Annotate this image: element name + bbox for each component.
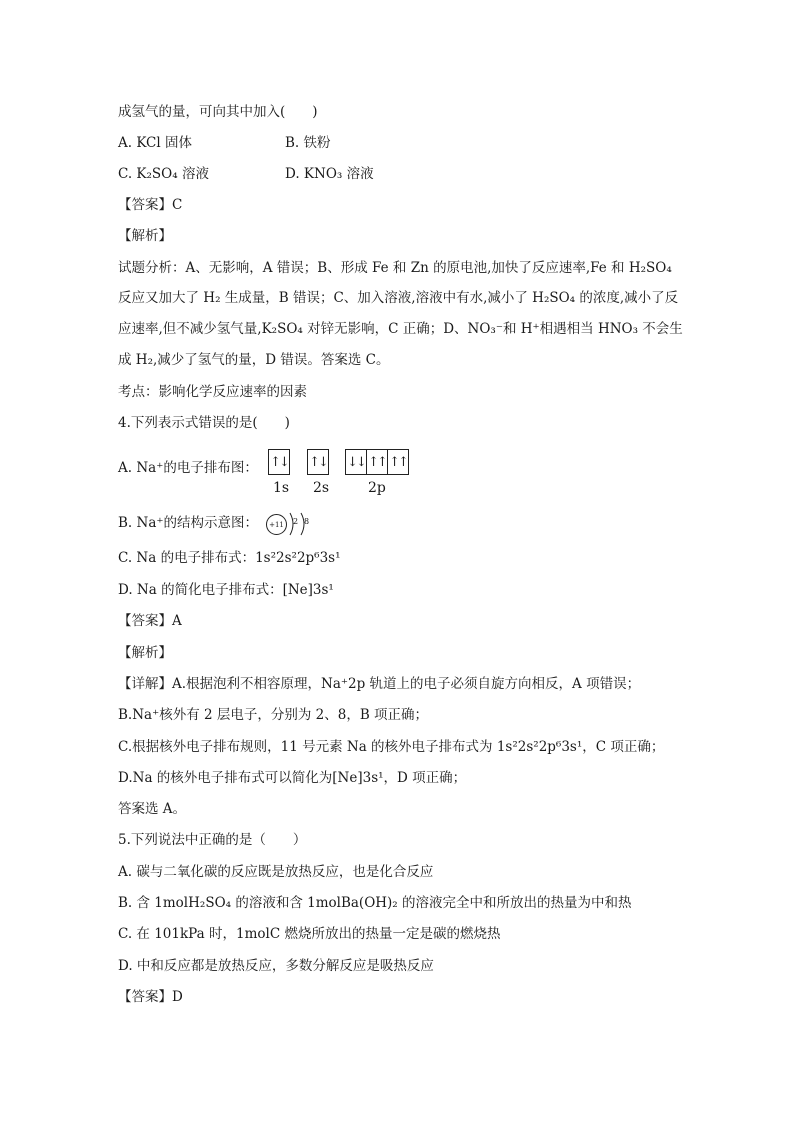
q5-stem: 5.下列说法中正确的是（ ） — [118, 832, 307, 848]
q4-detail-line: 答案选 A。 — [118, 801, 187, 817]
q3-point: 考点：影响化学反应速率的因素 — [118, 384, 307, 400]
q5-option-b: B. 含 1molH₂SO₄ 的溶液和含 1molBa(OH)₂ 的溶液完全中和所放出的热量为中和热 — [118, 895, 632, 911]
orbital-label: 2s — [313, 480, 330, 496]
nucleus-circle: +11 — [266, 514, 287, 535]
electron-shells-diagram — [286, 511, 316, 537]
q4-option-d: D. Na 的简化电子排布式：[Ne]3s¹ — [118, 582, 334, 598]
orbital-1s-box — [268, 449, 290, 475]
q4-detail-line: D.Na 的核外电子排布式可以简化为[Ne]3s¹，D 项正确； — [118, 770, 467, 786]
q4-option-a: A. Na⁺的电子排布图： — [118, 460, 258, 476]
orbital-label: 1s — [273, 480, 290, 496]
orbital-arrows: ↑↑ — [389, 454, 407, 470]
q4-answer: 【答案】A — [118, 613, 182, 629]
q3-option-a: A. KCl 固体 — [118, 135, 192, 151]
q5-option-d: D. 中和反应都是放热反应，多数分解反应是吸热反应 — [118, 958, 434, 974]
q4-detail-line: B.Na⁺核外有 2 层电子，分别为 2、8，B 项正确； — [118, 707, 429, 723]
q4-stem: 4.下列表示式错误的是( ) — [118, 415, 290, 431]
shell-count: 8 — [304, 517, 310, 526]
q5-answer: 【答案】D — [118, 989, 183, 1005]
orbital-arrows: ↓↓ — [346, 450, 367, 474]
q3-stem-tail: 成氢气的量，可向其中加入( ) — [118, 104, 318, 120]
q4-detail-line: C.根据核外电子排布规则，11 号元素 Na 的核外电子排布式为 1s²2s²2p⁶3s¹，C 项正确； — [118, 739, 665, 755]
orbital-arrows: ↑↓ — [309, 454, 327, 470]
q5-option-c: C. 在 101kPa 时，1molC 燃烧所放出的热量一定是碳的燃烧热 — [118, 926, 501, 942]
orbital-arrows: ↑↓ — [270, 454, 288, 470]
orbital-2s-box — [307, 449, 329, 475]
q5-option-a: A. 碳与二氧化碳的反应既是放热反应，也是化合反应 — [118, 864, 434, 880]
q3-option-d: D. KNO₃ 溶液 — [285, 166, 374, 182]
q3-analysis-line: 成 H₂,减少了氢气的量，D 错误。答案选 C。 — [118, 352, 390, 368]
q3-answer: 【答案】C — [118, 197, 183, 213]
q4-detail-line: 【详解】A.根据泡利不相容原理，Na⁺2p 轨道上的电子必须自旋方向相反，A 项错误； — [118, 676, 641, 692]
q3-option-c: C. K₂SO₄ 溶液 — [118, 166, 209, 182]
q3-option-b: B. 铁粉 — [285, 135, 331, 151]
q4-option-c: C. Na 的电子排布式：1s²2s²2p⁶3s¹ — [118, 550, 341, 566]
orbital-label: 2p — [368, 480, 386, 496]
q3-analysis-line: 反应又加大了 H₂ 生成量，B 错误；C、加入溶液,溶液中有水,减小了 H₂SO₄ 的浓度,减小了反 — [118, 290, 679, 306]
q4-option-b: B. Na⁺的结构示意图： — [118, 515, 258, 531]
q3-analysis-line: 试题分析：A、无影响，A 错误；B、形成 Fe 和 Zn 的原电池,加快了反应速率,Fe 和 H₂SO₄ — [118, 260, 672, 276]
orbital-2p-box — [345, 449, 409, 475]
q4-analysis-heading: 【解析】 — [118, 645, 172, 661]
q3-analysis-heading: 【解析】 — [118, 228, 172, 244]
q3-analysis-line: 应速率,但不减少氢气量,K₂SO₄ 对锌无影响，C 正确；D、NO₃⁻和 H⁺相遇相当 HNO₃ 不会生 — [118, 321, 683, 337]
orbital-arrows: ↑↑ — [367, 450, 388, 474]
shell-count: 2 — [293, 517, 299, 526]
